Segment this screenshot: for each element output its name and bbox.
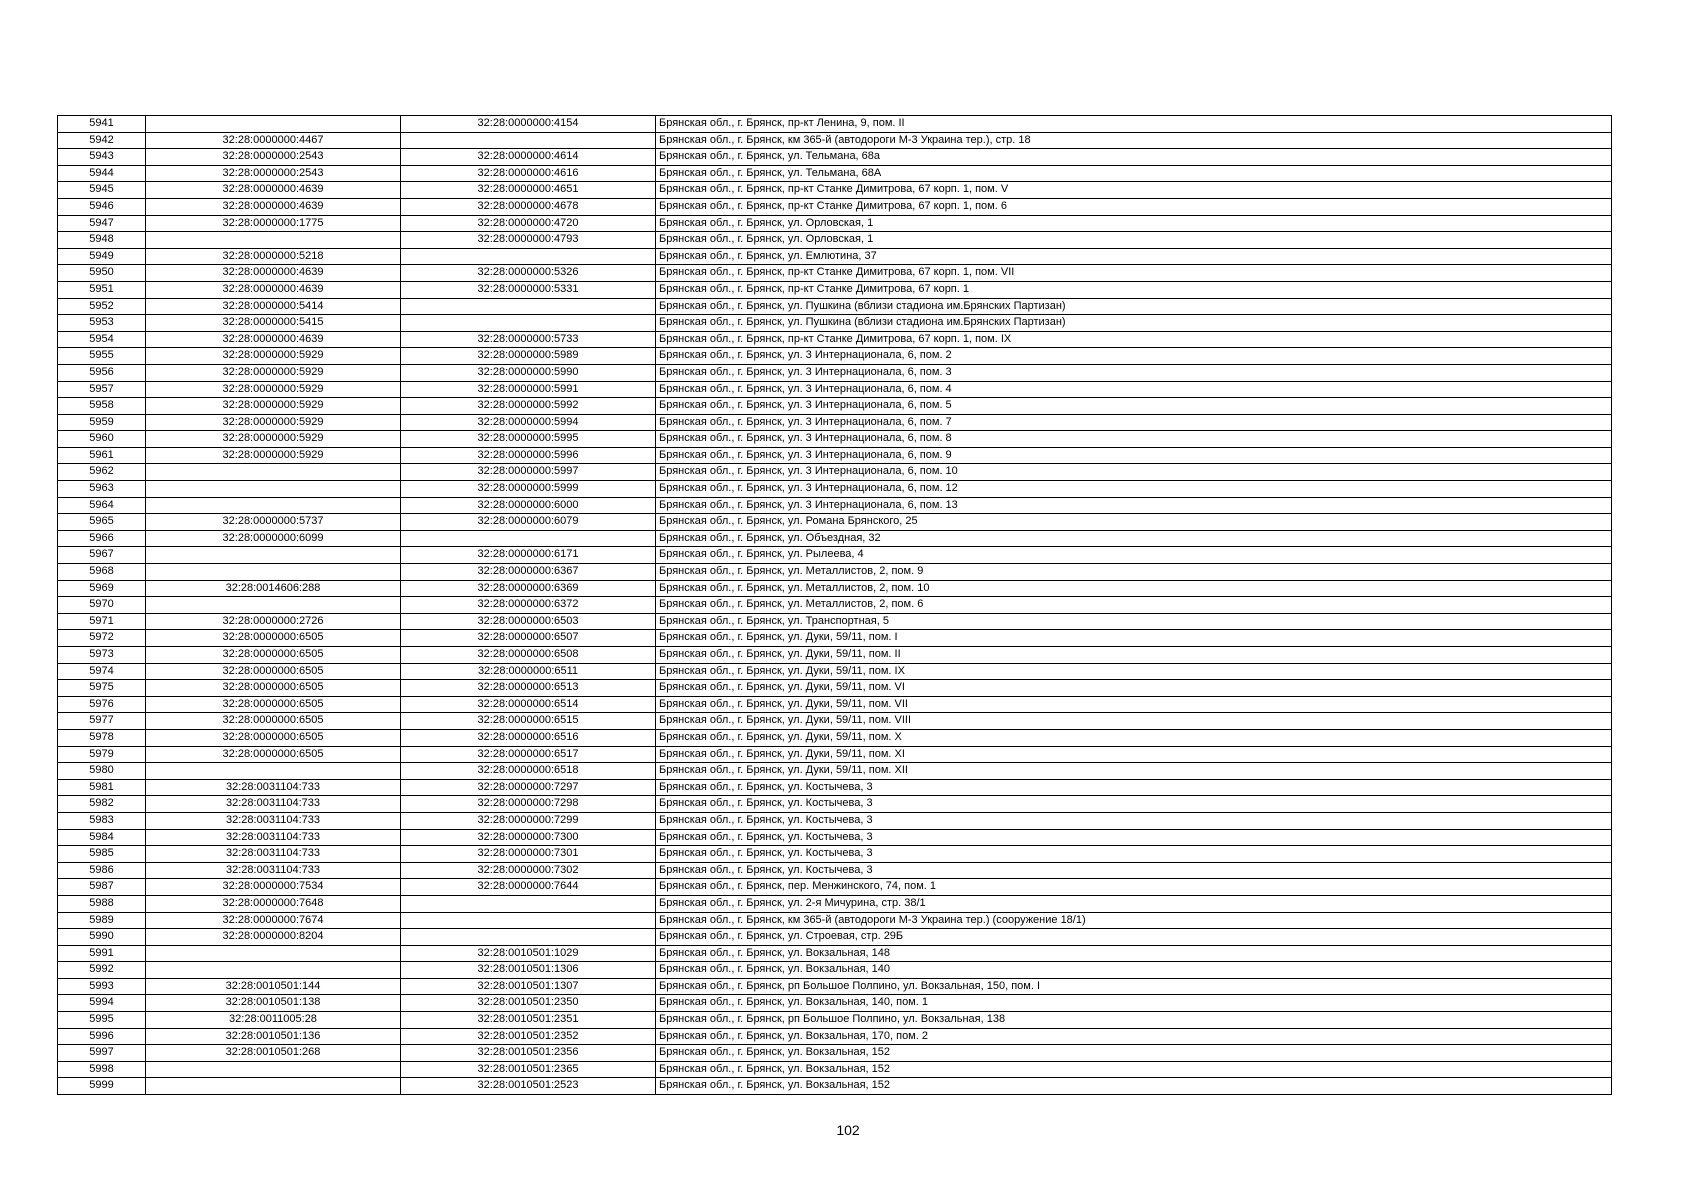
table-row xyxy=(58,796,1612,813)
row-number-cell: 5964 xyxy=(58,497,146,514)
address-cell: Брянская обл., г. Брянск, ул. Металлистов, 2, пом. 9 xyxy=(656,564,1612,581)
table-row xyxy=(58,248,1612,265)
address-cell: Брянская обл., г. Брянск, рп Большое Полпино, ул. Вокзальная, 150, пом. I xyxy=(656,978,1612,995)
table-row xyxy=(58,862,1612,879)
page-number: 102 xyxy=(836,1122,860,1138)
row-number-cell: 5962 xyxy=(58,464,146,481)
table-row xyxy=(58,530,1612,547)
table-row xyxy=(58,481,1612,498)
address-cell: Брянская обл., г. Брянск, ул. Костычева, 3 xyxy=(656,779,1612,796)
row-number-cell: 5969 xyxy=(58,580,146,597)
parcel-cadastral-number-cell: 32:28:0031104:733 xyxy=(146,812,401,829)
object-cadastral-number-cell: 32:28:0000000:5990 xyxy=(401,364,656,381)
parcel-cadastral-number-cell: 32:28:0000000:6505 xyxy=(146,630,401,647)
object-cadastral-number-cell: 32:28:0000000:5992 xyxy=(401,398,656,415)
address-cell: Брянская обл., г. Брянск, ул. 3 Интернационала, 6, пом. 3 xyxy=(656,364,1612,381)
table-row xyxy=(58,912,1612,929)
table-row xyxy=(58,232,1612,249)
row-number-cell: 5986 xyxy=(58,862,146,879)
address-cell: Брянская обл., г. Брянск, км 365-й (автодороги М-3 Украина тер.), стр. 18 xyxy=(656,132,1612,149)
address-cell: Брянская обл., г. Брянск, рп Большое Полпино, ул. Вокзальная, 138 xyxy=(656,1012,1612,1029)
parcel-cadastral-number-cell: 32:28:0031104:733 xyxy=(146,796,401,813)
parcel-cadastral-number-cell: 32:28:0000000:2726 xyxy=(146,613,401,630)
registry-table xyxy=(57,115,1612,1095)
address-cell: Брянская обл., г. Брянск, ул. Костычева, 3 xyxy=(656,846,1612,863)
parcel-cadastral-number-cell xyxy=(146,497,401,514)
address-cell: Брянская обл., г. Брянск, ул. Транспортная, 5 xyxy=(656,613,1612,630)
object-cadastral-number-cell: 32:28:0010501:2351 xyxy=(401,1012,656,1029)
address-cell: Брянская обл., г. Брянск, ул. Орловская, 1 xyxy=(656,215,1612,232)
parcel-cadastral-number-cell xyxy=(146,464,401,481)
object-cadastral-number-cell: 32:28:0000000:7301 xyxy=(401,846,656,863)
table-row xyxy=(58,746,1612,763)
table-row xyxy=(58,995,1612,1012)
row-number-cell: 5976 xyxy=(58,696,146,713)
table-row xyxy=(58,1078,1612,1095)
address-cell: Брянская обл., г. Брянск, ул. Дуки, 59/11, пом. XI xyxy=(656,746,1612,763)
parcel-cadastral-number-cell: 32:28:0000000:5929 xyxy=(146,431,401,448)
table-row xyxy=(58,647,1612,664)
object-cadastral-number-cell: 32:28:0000000:6516 xyxy=(401,729,656,746)
object-cadastral-number-cell: 32:28:0000000:7644 xyxy=(401,879,656,896)
row-number-cell: 5990 xyxy=(58,929,146,946)
table-row xyxy=(58,198,1612,215)
object-cadastral-number-cell: 32:28:0000000:6511 xyxy=(401,663,656,680)
table-row xyxy=(58,613,1612,630)
address-cell: Брянская обл., г. Брянск, ул. 3 Интернационала, 6, пом. 12 xyxy=(656,481,1612,498)
table-row xyxy=(58,464,1612,481)
table-row xyxy=(58,281,1612,298)
table-row xyxy=(58,978,1612,995)
parcel-cadastral-number-cell: 32:28:0000000:7534 xyxy=(146,879,401,896)
object-cadastral-number-cell: 32:28:0010501:2523 xyxy=(401,1078,656,1095)
row-number-cell: 5991 xyxy=(58,945,146,962)
row-number-cell: 5983 xyxy=(58,812,146,829)
row-number-cell: 5956 xyxy=(58,364,146,381)
address-cell: Брянская обл., г. Брянск, ул. Романа Брянского, 25 xyxy=(656,514,1612,531)
parcel-cadastral-number-cell: 32:28:0010501:136 xyxy=(146,1028,401,1045)
row-number-cell: 5960 xyxy=(58,431,146,448)
address-cell: Брянская обл., г. Брянск, ул. Вокзальная, 148 xyxy=(656,945,1612,962)
address-cell: Брянская обл., г. Брянск, ул. 3 Интернационала, 6, пом. 8 xyxy=(656,431,1612,448)
row-number-cell: 5993 xyxy=(58,978,146,995)
address-cell: Брянская обл., г. Брянск, км 365-й (автодороги М-3 Украина тер.) (сооружение 18/1) xyxy=(656,912,1612,929)
parcel-cadastral-number-cell: 32:28:0000000:1775 xyxy=(146,215,401,232)
address-cell: Брянская обл., г. Брянск, пр-кт Станке Димитрова, 67 корп. 1, пом. IX xyxy=(656,331,1612,348)
parcel-cadastral-number-cell: 32:28:0000000:8204 xyxy=(146,929,401,946)
parcel-cadastral-number-cell: 32:28:0031104:733 xyxy=(146,862,401,879)
object-cadastral-number-cell: 32:28:0000000:5994 xyxy=(401,414,656,431)
address-cell: Брянская обл., г. Брянск, ул. Вокзальная, 140, пом. 1 xyxy=(656,995,1612,1012)
address-cell: Брянская обл., г. Брянск, ул. 3 Интернационала, 6, пом. 13 xyxy=(656,497,1612,514)
object-cadastral-number-cell: 32:28:0010501:1029 xyxy=(401,945,656,962)
address-cell: Брянская обл., г. Брянск, ул. 3 Интернационала, 6, пом. 5 xyxy=(656,398,1612,415)
table-row xyxy=(58,182,1612,199)
row-number-cell: 5953 xyxy=(58,315,146,332)
object-cadastral-number-cell: 32:28:0000000:6513 xyxy=(401,680,656,697)
object-cadastral-number-cell: 32:28:0000000:5997 xyxy=(401,464,656,481)
table-row xyxy=(58,431,1612,448)
object-cadastral-number-cell: 32:28:0000000:6517 xyxy=(401,746,656,763)
object-cadastral-number-cell xyxy=(401,895,656,912)
row-number-cell: 5984 xyxy=(58,829,146,846)
object-cadastral-number-cell: 32:28:0010501:2365 xyxy=(401,1061,656,1078)
address-cell: Брянская обл., г. Брянск, ул. Пушкина (вблизи стадиона им.Брянских Партизан) xyxy=(656,315,1612,332)
object-cadastral-number-cell: 32:28:0000000:7297 xyxy=(401,779,656,796)
table-row xyxy=(58,331,1612,348)
row-number-cell: 5944 xyxy=(58,165,146,182)
row-number-cell: 5942 xyxy=(58,132,146,149)
parcel-cadastral-number-cell: 32:28:0031104:733 xyxy=(146,846,401,863)
table-row xyxy=(58,315,1612,332)
row-number-cell: 5981 xyxy=(58,779,146,796)
row-number-cell: 5980 xyxy=(58,763,146,780)
table-row xyxy=(58,713,1612,730)
row-number-cell: 5967 xyxy=(58,547,146,564)
object-cadastral-number-cell xyxy=(401,929,656,946)
parcel-cadastral-number-cell: 32:28:0000000:6505 xyxy=(146,696,401,713)
table-row xyxy=(58,630,1612,647)
parcel-cadastral-number-cell: 32:28:0000000:7674 xyxy=(146,912,401,929)
parcel-cadastral-number-cell xyxy=(146,1061,401,1078)
parcel-cadastral-number-cell: 32:28:0000000:4639 xyxy=(146,265,401,282)
row-number-cell: 5948 xyxy=(58,232,146,249)
address-cell: Брянская обл., г. Брянск, ул. Дуки, 59/11, пом. VI xyxy=(656,680,1612,697)
row-number-cell: 5996 xyxy=(58,1028,146,1045)
parcel-cadastral-number-cell: 32:28:0000000:6505 xyxy=(146,663,401,680)
parcel-cadastral-number-cell: 32:28:0000000:5218 xyxy=(146,248,401,265)
address-cell: Брянская обл., г. Брянск, пр-кт Ленина, 9, пом. II xyxy=(656,116,1612,133)
object-cadastral-number-cell xyxy=(401,530,656,547)
address-cell: Брянская обл., г. Брянск, ул. Вокзальная, 152 xyxy=(656,1061,1612,1078)
table-row xyxy=(58,497,1612,514)
table-row xyxy=(58,265,1612,282)
address-cell: Брянская обл., г. Брянск, ул. Дуки, 59/11, пом. VII xyxy=(656,696,1612,713)
row-number-cell: 5973 xyxy=(58,647,146,664)
table-row xyxy=(58,929,1612,946)
object-cadastral-number-cell: 32:28:0000000:5989 xyxy=(401,348,656,365)
row-number-cell: 5957 xyxy=(58,381,146,398)
address-cell: Брянская обл., г. Брянск, ул. 3 Интернационала, 6, пом. 4 xyxy=(656,381,1612,398)
object-cadastral-number-cell: 32:28:0000000:5996 xyxy=(401,447,656,464)
parcel-cadastral-number-cell xyxy=(146,116,401,133)
address-cell: Брянская обл., г. Брянск, ул. Емлютина, 37 xyxy=(656,248,1612,265)
row-number-cell: 5975 xyxy=(58,680,146,697)
object-cadastral-number-cell xyxy=(401,298,656,315)
object-cadastral-number-cell: 32:28:0000000:6171 xyxy=(401,547,656,564)
table-row xyxy=(58,763,1612,780)
row-number-cell: 5963 xyxy=(58,481,146,498)
row-number-cell: 5971 xyxy=(58,613,146,630)
object-cadastral-number-cell xyxy=(401,912,656,929)
parcel-cadastral-number-cell: 32:28:0000000:5929 xyxy=(146,398,401,415)
address-cell: Брянская обл., г. Брянск, пр-кт Станке Димитрова, 67 корп. 1, пом. 6 xyxy=(656,198,1612,215)
object-cadastral-number-cell: 32:28:0000000:6369 xyxy=(401,580,656,597)
parcel-cadastral-number-cell: 32:28:0000000:4467 xyxy=(146,132,401,149)
table-row xyxy=(58,879,1612,896)
row-number-cell: 5968 xyxy=(58,564,146,581)
address-cell: Брянская обл., г. Брянск, ул. Тельмана, 68А xyxy=(656,165,1612,182)
object-cadastral-number-cell: 32:28:0000000:6515 xyxy=(401,713,656,730)
object-cadastral-number-cell: 32:28:0000000:4720 xyxy=(401,215,656,232)
object-cadastral-number-cell: 32:28:0000000:5999 xyxy=(401,481,656,498)
parcel-cadastral-number-cell: 32:28:0011005:28 xyxy=(146,1012,401,1029)
row-number-cell: 5951 xyxy=(58,281,146,298)
address-cell: Брянская обл., г. Брянск, ул. Рылеева, 4 xyxy=(656,547,1612,564)
table-row xyxy=(58,580,1612,597)
table-row xyxy=(58,149,1612,166)
parcel-cadastral-number-cell: 32:28:0000000:6505 xyxy=(146,647,401,664)
address-cell: Брянская обл., г. Брянск, ул. Дуки, 59/11, пом. X xyxy=(656,729,1612,746)
table-row xyxy=(58,829,1612,846)
parcel-cadastral-number-cell: 32:28:0000000:6505 xyxy=(146,713,401,730)
parcel-cadastral-number-cell: 32:28:0000000:5414 xyxy=(146,298,401,315)
parcel-cadastral-number-cell xyxy=(146,481,401,498)
row-number-cell: 5943 xyxy=(58,149,146,166)
table-row xyxy=(58,398,1612,415)
parcel-cadastral-number-cell: 32:28:0000000:5929 xyxy=(146,348,401,365)
address-cell: Брянская обл., г. Брянск, ул. Костычева, 3 xyxy=(656,862,1612,879)
object-cadastral-number-cell: 32:28:0000000:6503 xyxy=(401,613,656,630)
object-cadastral-number-cell: 32:28:0000000:5995 xyxy=(401,431,656,448)
parcel-cadastral-number-cell: 32:28:0000000:4639 xyxy=(146,182,401,199)
parcel-cadastral-number-cell: 32:28:0000000:7648 xyxy=(146,895,401,912)
object-cadastral-number-cell: 32:28:0000000:6079 xyxy=(401,514,656,531)
table-row xyxy=(58,846,1612,863)
row-number-cell: 5947 xyxy=(58,215,146,232)
parcel-cadastral-number-cell: 32:28:0000000:5929 xyxy=(146,414,401,431)
object-cadastral-number-cell: 32:28:0010501:2356 xyxy=(401,1045,656,1062)
parcel-cadastral-number-cell xyxy=(146,1078,401,1095)
address-cell: Брянская обл., г. Брянск, ул. Костычева, 3 xyxy=(656,829,1612,846)
address-cell: Брянская обл., г. Брянск, ул. Строевая, стр. 29Б xyxy=(656,929,1612,946)
row-number-cell: 5946 xyxy=(58,198,146,215)
row-number-cell: 5985 xyxy=(58,846,146,863)
object-cadastral-number-cell: 32:28:0000000:5331 xyxy=(401,281,656,298)
table-row xyxy=(58,962,1612,979)
address-cell: Брянская обл., г. Брянск, ул. Костычева, 3 xyxy=(656,812,1612,829)
table-row xyxy=(58,514,1612,531)
row-number-cell: 5974 xyxy=(58,663,146,680)
parcel-cadastral-number-cell: 32:28:0000000:4639 xyxy=(146,331,401,348)
row-number-cell: 5954 xyxy=(58,331,146,348)
parcel-cadastral-number-cell xyxy=(146,547,401,564)
table-row xyxy=(58,696,1612,713)
object-cadastral-number-cell: 32:28:0000000:7299 xyxy=(401,812,656,829)
object-cadastral-number-cell: 32:28:0000000:7300 xyxy=(401,829,656,846)
row-number-cell: 5987 xyxy=(58,879,146,896)
parcel-cadastral-number-cell: 32:28:0014606:288 xyxy=(146,580,401,597)
parcel-cadastral-number-cell: 32:28:0000000:2543 xyxy=(146,165,401,182)
address-cell: Брянская обл., г. Брянск, ул. 3 Интернационала, 6, пом. 9 xyxy=(656,447,1612,464)
table-row xyxy=(58,1045,1612,1062)
table-row xyxy=(58,1028,1612,1045)
object-cadastral-number-cell: 32:28:0000000:7298 xyxy=(401,796,656,813)
parcel-cadastral-number-cell: 32:28:0031104:733 xyxy=(146,829,401,846)
row-number-cell: 5992 xyxy=(58,962,146,979)
table-row xyxy=(58,729,1612,746)
row-number-cell: 5998 xyxy=(58,1061,146,1078)
row-number-cell: 5949 xyxy=(58,248,146,265)
table-row xyxy=(58,812,1612,829)
row-number-cell: 5997 xyxy=(58,1045,146,1062)
parcel-cadastral-number-cell: 32:28:0010501:268 xyxy=(146,1045,401,1062)
object-cadastral-number-cell: 32:28:0000000:6372 xyxy=(401,597,656,614)
object-cadastral-number-cell: 32:28:0010501:2350 xyxy=(401,995,656,1012)
address-cell: Брянская обл., г. Брянск, ул. Вокзальная, 152 xyxy=(656,1045,1612,1062)
parcel-cadastral-number-cell: 32:28:0000000:5929 xyxy=(146,364,401,381)
table-row xyxy=(58,597,1612,614)
address-cell: Брянская обл., г. Брянск, ул. 3 Интернационала, 6, пом. 10 xyxy=(656,464,1612,481)
address-cell: Брянская обл., г. Брянск, ул. Орловская, 1 xyxy=(656,232,1612,249)
parcel-cadastral-number-cell xyxy=(146,962,401,979)
row-number-cell: 5999 xyxy=(58,1078,146,1095)
table-row xyxy=(58,547,1612,564)
table-row xyxy=(58,447,1612,464)
registry-table-body xyxy=(58,116,1612,1095)
address-cell: Брянская обл., г. Брянск, ул. Костычева, 3 xyxy=(656,796,1612,813)
parcel-cadastral-number-cell xyxy=(146,232,401,249)
address-cell: Брянская обл., г. Брянск, ул. Объездная, 32 xyxy=(656,530,1612,547)
row-number-cell: 5945 xyxy=(58,182,146,199)
address-cell: Брянская обл., г. Брянск, ул. 3 Интернационала, 6, пом. 7 xyxy=(656,414,1612,431)
object-cadastral-number-cell: 32:28:0000000:4154 xyxy=(401,116,656,133)
object-cadastral-number-cell: 32:28:0010501:1306 xyxy=(401,962,656,979)
object-cadastral-number-cell: 32:28:0000000:4616 xyxy=(401,165,656,182)
object-cadastral-number-cell: 32:28:0000000:5326 xyxy=(401,265,656,282)
parcel-cadastral-number-cell xyxy=(146,564,401,581)
row-number-cell: 5988 xyxy=(58,895,146,912)
object-cadastral-number-cell: 32:28:0010501:2352 xyxy=(401,1028,656,1045)
row-number-cell: 5989 xyxy=(58,912,146,929)
parcel-cadastral-number-cell xyxy=(146,945,401,962)
table-row xyxy=(58,132,1612,149)
object-cadastral-number-cell xyxy=(401,132,656,149)
row-number-cell: 5955 xyxy=(58,348,146,365)
parcel-cadastral-number-cell: 32:28:0000000:6099 xyxy=(146,530,401,547)
address-cell: Брянская обл., г. Брянск, ул. Металлистов, 2, пом. 6 xyxy=(656,597,1612,614)
address-cell: Брянская обл., г. Брянск, ул. Пушкина (вблизи стадиона им.Брянских Партизан) xyxy=(656,298,1612,315)
table-row xyxy=(58,680,1612,697)
row-number-cell: 5950 xyxy=(58,265,146,282)
address-cell: Брянская обл., г. Брянск, ул. Металлистов, 2, пом. 10 xyxy=(656,580,1612,597)
table-row xyxy=(58,895,1612,912)
parcel-cadastral-number-cell: 32:28:0000000:4639 xyxy=(146,281,401,298)
parcel-cadastral-number-cell xyxy=(146,597,401,614)
address-cell: Брянская обл., г. Брянск, ул. Вокзальная, 170, пом. 2 xyxy=(656,1028,1612,1045)
row-number-cell: 5966 xyxy=(58,530,146,547)
row-number-cell: 5977 xyxy=(58,713,146,730)
object-cadastral-number-cell: 32:28:0000000:6514 xyxy=(401,696,656,713)
table-row xyxy=(58,116,1612,133)
parcel-cadastral-number-cell: 32:28:0000000:4639 xyxy=(146,198,401,215)
parcel-cadastral-number-cell: 32:28:0000000:5929 xyxy=(146,447,401,464)
row-number-cell: 5970 xyxy=(58,597,146,614)
object-cadastral-number-cell xyxy=(401,315,656,332)
parcel-cadastral-number-cell: 32:28:0000000:5737 xyxy=(146,514,401,531)
address-cell: Брянская обл., г. Брянск, ул. 3 Интернационала, 6, пом. 2 xyxy=(656,348,1612,365)
object-cadastral-number-cell: 32:28:0000000:5991 xyxy=(401,381,656,398)
address-cell: Брянская обл., г. Брянск, ул. Дуки, 59/11, пом. VIII xyxy=(656,713,1612,730)
object-cadastral-number-cell: 32:28:0000000:6507 xyxy=(401,630,656,647)
row-number-cell: 5994 xyxy=(58,995,146,1012)
row-number-cell: 5979 xyxy=(58,746,146,763)
table-row xyxy=(58,945,1612,962)
object-cadastral-number-cell: 32:28:0000000:4651 xyxy=(401,182,656,199)
row-number-cell: 5982 xyxy=(58,796,146,813)
address-cell: Брянская обл., г. Брянск, пр-кт Станке Димитрова, 67 корп. 1, пом. V xyxy=(656,182,1612,199)
object-cadastral-number-cell xyxy=(401,248,656,265)
table-row xyxy=(58,663,1612,680)
row-number-cell: 5965 xyxy=(58,514,146,531)
row-number-cell: 5959 xyxy=(58,414,146,431)
object-cadastral-number-cell: 32:28:0000000:6508 xyxy=(401,647,656,664)
object-cadastral-number-cell: 32:28:0000000:6518 xyxy=(401,763,656,780)
object-cadastral-number-cell: 32:28:0000000:4614 xyxy=(401,149,656,166)
parcel-cadastral-number-cell: 32:28:0010501:144 xyxy=(146,978,401,995)
address-cell: Брянская обл., г. Брянск, ул. Тельмана, 68а xyxy=(656,149,1612,166)
parcel-cadastral-number-cell: 32:28:0000000:6505 xyxy=(146,680,401,697)
address-cell: Брянская обл., г. Брянск, ул. 2-я Мичурина, стр. 38/1 xyxy=(656,895,1612,912)
row-number-cell: 5972 xyxy=(58,630,146,647)
parcel-cadastral-number-cell: 32:28:0031104:733 xyxy=(146,779,401,796)
row-number-cell: 5978 xyxy=(58,729,146,746)
row-number-cell: 5961 xyxy=(58,447,146,464)
table-row xyxy=(58,564,1612,581)
object-cadastral-number-cell: 32:28:0000000:4678 xyxy=(401,198,656,215)
parcel-cadastral-number-cell: 32:28:0000000:5415 xyxy=(146,315,401,332)
table-row xyxy=(58,165,1612,182)
table-row xyxy=(58,414,1612,431)
parcel-cadastral-number-cell: 32:28:0000000:5929 xyxy=(146,381,401,398)
table-row xyxy=(58,381,1612,398)
object-cadastral-number-cell: 32:28:0000000:6000 xyxy=(401,497,656,514)
row-number-cell: 5941 xyxy=(58,116,146,133)
row-number-cell: 5952 xyxy=(58,298,146,315)
address-cell: Брянская обл., г. Брянск, пр-кт Станке Димитрова, 67 корп. 1, пом. VII xyxy=(656,265,1612,282)
object-cadastral-number-cell: 32:28:0010501:1307 xyxy=(401,978,656,995)
table-row xyxy=(58,364,1612,381)
parcel-cadastral-number-cell: 32:28:0010501:138 xyxy=(146,995,401,1012)
parcel-cadastral-number-cell xyxy=(146,763,401,780)
row-number-cell: 5958 xyxy=(58,398,146,415)
parcel-cadastral-number-cell: 32:28:0000000:6505 xyxy=(146,729,401,746)
object-cadastral-number-cell: 32:28:0000000:6367 xyxy=(401,564,656,581)
object-cadastral-number-cell: 32:28:0000000:7302 xyxy=(401,862,656,879)
table-row xyxy=(58,1012,1612,1029)
address-cell: Брянская обл., г. Брянск, пр-кт Станке Димитрова, 67 корп. 1 xyxy=(656,281,1612,298)
table-row xyxy=(58,215,1612,232)
table-row xyxy=(58,348,1612,365)
address-cell: Брянская обл., г. Брянск, ул. Вокзальная, 152 xyxy=(656,1078,1612,1095)
parcel-cadastral-number-cell: 32:28:0000000:2543 xyxy=(146,149,401,166)
address-cell: Брянская обл., г. Брянск, пер. Менжинского, 74, пом. 1 xyxy=(656,879,1612,896)
address-cell: Брянская обл., г. Брянск, ул. Вокзальная, 140 xyxy=(656,962,1612,979)
parcel-cadastral-number-cell: 32:28:0000000:6505 xyxy=(146,746,401,763)
address-cell: Брянская обл., г. Брянск, ул. Дуки, 59/11, пом. I xyxy=(656,630,1612,647)
table-row xyxy=(58,298,1612,315)
object-cadastral-number-cell: 32:28:0000000:5733 xyxy=(401,331,656,348)
address-cell: Брянская обл., г. Брянск, ул. Дуки, 59/11, пом. IX xyxy=(656,663,1612,680)
row-number-cell: 5995 xyxy=(58,1012,146,1029)
table-row xyxy=(58,1061,1612,1078)
address-cell: Брянская обл., г. Брянск, ул. Дуки, 59/11, пом. II xyxy=(656,647,1612,664)
table-row xyxy=(58,779,1612,796)
address-cell: Брянская обл., г. Брянск, ул. Дуки, 59/11, пом. XII xyxy=(656,763,1612,780)
object-cadastral-number-cell: 32:28:0000000:4793 xyxy=(401,232,656,249)
